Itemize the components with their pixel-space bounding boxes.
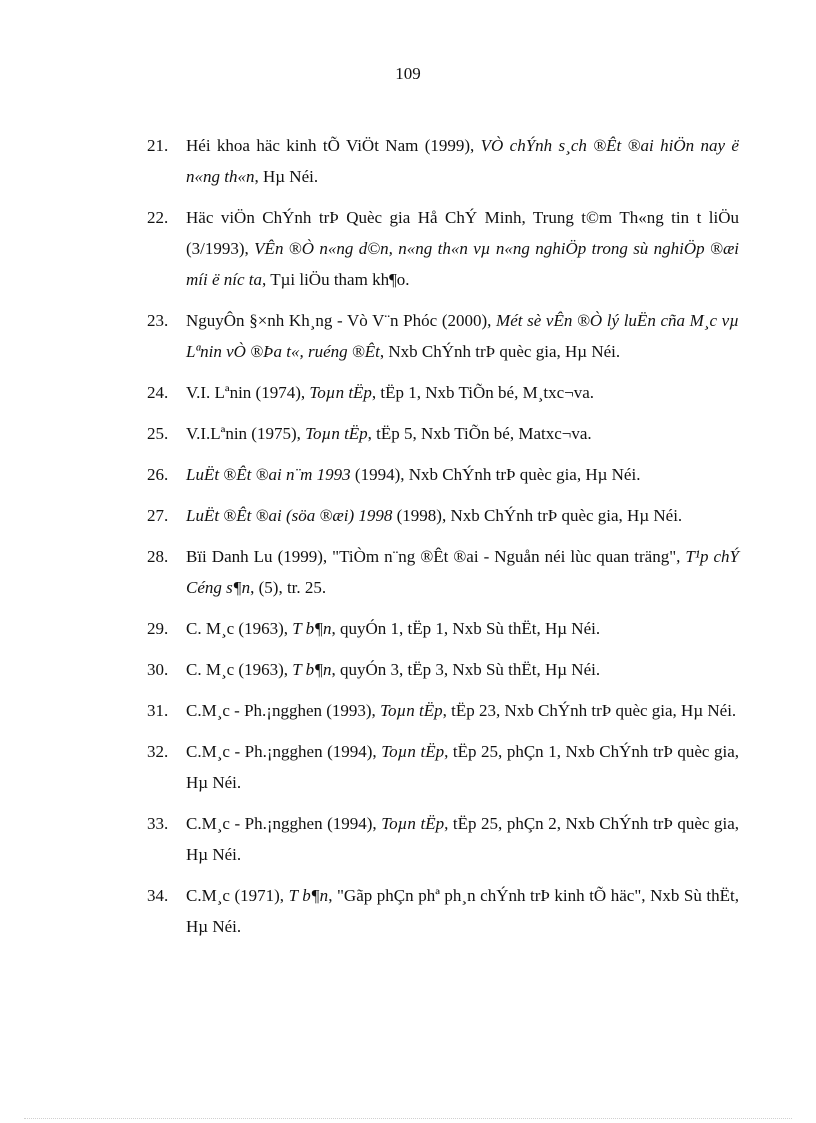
reference-text bbox=[186, 305, 739, 367]
reference-details: , (5), tr. 25. bbox=[250, 578, 327, 597]
reference-details: , tËp 5, Nxb TiÕn bé, Matxc¬va. bbox=[367, 424, 592, 443]
reference-title: Toµn tËp bbox=[380, 701, 443, 720]
reference-text bbox=[186, 695, 739, 726]
reference-number: 28. bbox=[147, 547, 169, 566]
reference-item bbox=[147, 541, 739, 603]
reference-number: 26. bbox=[147, 465, 169, 484]
reference-title: T b¶n bbox=[292, 619, 332, 638]
reference-item bbox=[147, 613, 739, 644]
reference-item bbox=[147, 202, 739, 295]
page-bottom-divider bbox=[24, 1118, 792, 1119]
reference-title: VÊn ®Ò n«ng d©n, n«ng th«n vµ n«ng nghiÖp trong sù nghiÖp ®æi míi ë níc ta bbox=[186, 239, 740, 289]
reference-title: Toµn tËp bbox=[381, 742, 445, 761]
reference-details: , Hµ Néi. bbox=[254, 167, 319, 186]
reference-author: Bïi Danh Lu (1999), "TiÒm n¨ng ®Êt ®ai - Nguån néi lùc quan träng", bbox=[186, 547, 686, 566]
reference-text bbox=[186, 736, 739, 798]
reference-details: , tËp 1, Nxb TiÕn bé, M¸txc¬va. bbox=[371, 383, 595, 402]
reference-text bbox=[186, 654, 739, 685]
reference-details: , tËp 25, phÇn 1, Nxb ChÝnh trÞ quèc gia, Hµ Néi. bbox=[186, 742, 739, 792]
reference-title: T b¶n bbox=[292, 660, 332, 679]
page-number: 109 bbox=[395, 64, 421, 83]
reference-item bbox=[147, 500, 739, 531]
reference-author: NguyÔn §×nh Kh¸ng - Vò V¨n Phóc (2000), bbox=[186, 311, 497, 330]
reference-details: , tËp 23, Nxb ChÝnh trÞ quèc gia, Hµ Néi. bbox=[442, 701, 737, 720]
reference-details: (1994), Nxb ChÝnh trÞ quèc gia, Hµ Néi. bbox=[350, 465, 641, 484]
reference-author: C.M¸c - Ph.¡ngghen (1994), bbox=[186, 814, 382, 833]
reference-author: C. M¸c (1963), bbox=[186, 619, 293, 638]
reference-author: C.M¸c - Ph.¡ngghen (1994), bbox=[186, 742, 382, 761]
reference-item bbox=[147, 305, 739, 367]
reference-text bbox=[186, 202, 739, 295]
reference-title: LuËt ®Êt ®ai (söa ®æi) 1998 bbox=[186, 506, 393, 525]
reference-number: 23. bbox=[147, 311, 169, 330]
reference-item bbox=[147, 130, 739, 192]
reference-item bbox=[147, 654, 739, 685]
reference-text bbox=[186, 541, 739, 603]
reference-number: 22. bbox=[147, 208, 169, 227]
reference-number: 32. bbox=[147, 742, 169, 761]
reference-text bbox=[186, 808, 739, 870]
reference-title: LuËt ®Êt ®ai n¨m 1993 bbox=[186, 465, 351, 484]
reference-item bbox=[147, 695, 739, 726]
reference-list bbox=[147, 130, 739, 952]
reference-author: V.I.Lªnin (1975), bbox=[186, 424, 306, 443]
reference-details: , "Gãp phÇn phª ph¸n chÝnh trÞ kinh tÕ häc", Nxb Sù thËt, Hµ Néi. bbox=[186, 886, 739, 936]
reference-item bbox=[147, 808, 739, 870]
reference-author: V.I. Lªnin (1974), bbox=[186, 383, 310, 402]
reference-author: C.M¸c - Ph.¡ngghen (1993), bbox=[186, 701, 381, 720]
reference-number: 34. bbox=[147, 886, 169, 905]
reference-author: Héi khoa häc kinh tÕ ViÖt Nam (1999), bbox=[186, 136, 481, 155]
reference-text bbox=[186, 418, 739, 449]
reference-item bbox=[147, 880, 739, 942]
reference-text bbox=[186, 500, 739, 531]
reference-title: Toµn tËp bbox=[381, 814, 445, 833]
reference-text bbox=[186, 459, 739, 490]
reference-title: Mét sè vÊn ®Ò lý luËn cña M¸c vµ Lªnin vÒ ®Þa t«, ruéng ®Êt bbox=[186, 311, 739, 361]
reference-item bbox=[147, 418, 739, 449]
reference-title: T b¶n bbox=[288, 886, 329, 905]
reference-title: VÒ chÝnh s¸ch ®Êt ®ai hiÖn nay ë n«ng th«n bbox=[186, 136, 739, 186]
reference-details: , quyÓn 1, tËp 1, Nxb Sù thËt, Hµ Néi. bbox=[331, 619, 601, 638]
reference-author: C. M¸c (1963), bbox=[186, 660, 293, 679]
reference-item bbox=[147, 736, 739, 798]
reference-number: 31. bbox=[147, 701, 169, 720]
reference-number: 29. bbox=[147, 619, 169, 638]
reference-title: Toµn tËp bbox=[305, 424, 368, 443]
reference-number: 25. bbox=[147, 424, 169, 443]
reference-author: C.M¸c (1971), bbox=[186, 886, 289, 905]
reference-text bbox=[186, 880, 739, 942]
reference-number: 33. bbox=[147, 814, 169, 833]
reference-number: 21. bbox=[147, 136, 169, 155]
reference-details: (1998), Nxb ChÝnh trÞ quèc gia, Hµ Néi. bbox=[392, 506, 683, 525]
reference-title: Toµn tËp bbox=[309, 383, 372, 402]
reference-details: , tËp 25, phÇn 2, Nxb ChÝnh trÞ quèc gia, Hµ Néi. bbox=[186, 814, 739, 864]
reference-details: , Nxb ChÝnh trÞ quèc gia, Hµ Néi. bbox=[379, 342, 621, 361]
reference-number: 24. bbox=[147, 383, 169, 402]
reference-number: 30. bbox=[147, 660, 169, 679]
reference-text bbox=[186, 377, 739, 408]
reference-number: 27. bbox=[147, 506, 169, 525]
reference-details: , Tµi liÖu tham kh¶o. bbox=[262, 270, 410, 289]
reference-item bbox=[147, 377, 739, 408]
reference-details: , quyÓn 3, tËp 3, Nxb Sù thËt, Hµ Néi. bbox=[331, 660, 601, 679]
reference-author: Häc viÖn ChÝnh trÞ Quèc gia Hå ChÝ Minh, Trung t©m Th«ng tin t liÖu (3/1993), bbox=[186, 208, 739, 258]
reference-text bbox=[186, 613, 739, 644]
reference-item bbox=[147, 459, 739, 490]
reference-title: T¹p chÝ Céng s¶n bbox=[186, 547, 739, 597]
reference-text bbox=[186, 130, 739, 192]
